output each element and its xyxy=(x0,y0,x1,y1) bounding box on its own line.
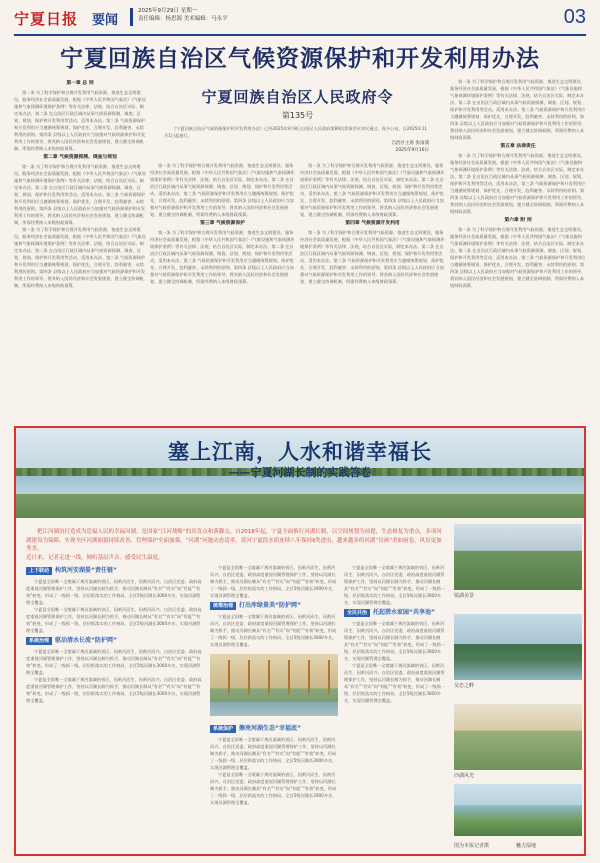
decree-box xyxy=(150,78,445,158)
decree-number: 第135号 xyxy=(281,111,314,120)
photo-caption: 沙湖风光 xyxy=(454,773,475,779)
section-title: 托起碧水家园“共享池” xyxy=(373,609,435,616)
article-column-3 xyxy=(300,162,445,422)
feature-text: 宁夏是全国唯一全境属于黄河流域的省区，因黄河而生、因黄河而兴。自治区党委、政府高度重视河湖管理保护工作，坚持以河湖长制为抓手，推动河湖长制从“有名”“有实”向“有能”“有效”转变，形成了一级抓一级、层层抓落实的工作格局。全区5级河湖长3000多名，实现河湖管理全覆盖。 xyxy=(344,565,446,605)
lead-byline: 近日来，记者走进一线，倾听基层声音、感受民生温度。 xyxy=(26,554,164,561)
feature-text: 宁夏是全国唯一全境属于黄河流域的省区，因黄河而生、因黄河而兴。自治区党委、政府高度重视河湖管理保护工作，坚持以河湖长制为抓手，推动河湖长制从“有名”“有实”向“有能”“有效”转变，形成了一级抓一级、层层抓落实的工作格局。全区5级河湖长3000多名，实现河湖管理全覆盖。 xyxy=(26,677,202,703)
article-text: 第一条 为了科学保护和合理开发利用气候资源，推进生态文明建设，服务经济社会高质量发展，根据《中华人民共和国气象法》《气象设施和气象探测环境保护条例》等有关法律、法规，结合自治区实际，制定本办法。第二条 在自治区行政区域内从事气候资源探测、调查、区划、规划、保护和开发利用等活动，适用本办法。第三条 气候资源保护和开发利用应当遵循统筹规划、保护优先、合理开发、趋利避害、永续利用的原则。第四条 县级以上人民政府应当加强对气候资源保护和开发利用工作的领导，将其纳入国民经济和社会发展规划，建立健全协调机制，所需经费纳入本级财政预算。 xyxy=(14,164,146,225)
decree-signature: 自治区主席 张雨浦 2025年9月16日 xyxy=(391,141,429,153)
feature-text: 宁夏是全国唯一全境属于黄河流域的省区，因黄河而生、因黄河而兴。自治区党委、政府高度重视河湖管理保护工作，坚持以河湖长制为抓手，推动河湖长制从“有名”“有实”向“有能”“有效”转变，形成了一级抓一级、层层抓落实的工作格局。全区5级河湖长3000多名，实现河湖管理全覆盖。 xyxy=(26,607,202,633)
section-tag: 全民共治 xyxy=(344,609,370,617)
lake-photo-3 xyxy=(454,704,582,770)
photo-water xyxy=(210,702,338,716)
article-column-1 xyxy=(14,78,146,423)
feature-column-1 xyxy=(26,564,204,849)
article-text: 第一条 为了科学保护和合理开发利用气候资源，推进生态文明建设，服务经济社会高质量发展，根据《中华人民共和国气象法》《气象设施和气象探测环境保护条例》等有关法律、法规，结合自治区实际，制定本办法。第二条 在自治区行政区域内从事气候资源探测、调查、区划、规划、保护和开发利用等活动，适用本办法。第三条 气候资源保护和开发利用应当遵循统筹规划、保护优先、合理开发、趋利避害、永续利用的原则。第四条 县级以上人民政府应当加强对气候资源保护和开发利用工作的领导，将其纳入国民经济和社会发展规划，建立健全协调机制，所需经费纳入本级财政预算。 xyxy=(14,90,146,151)
chapter-heading: 第五章 法律责任 xyxy=(500,144,536,149)
section-tag: 上下联动 xyxy=(26,567,52,575)
issue-meta: 2025年9月29日 星期一 责任编辑：杨思源 美术编辑：马永平 xyxy=(138,8,228,22)
section-tag: 系统治理 xyxy=(26,637,52,645)
chapter-heading: 第三章 气候资源保护 xyxy=(200,221,245,226)
section-title: 构筑河安湖晏“责任链” xyxy=(55,567,117,574)
section-tag: 系统保护 xyxy=(210,725,236,733)
feature-title: 塞上江南，人水和谐幸福长 xyxy=(168,440,432,464)
chapter-heading: 第二章 气候资源探测、调查与规划 xyxy=(43,155,117,160)
photo-lamps xyxy=(218,660,330,694)
section-label: 要闻 xyxy=(92,13,119,28)
lake-photo-2 xyxy=(454,614,582,680)
lamp-river-photo xyxy=(210,654,338,716)
article-text: 第一条 为了科学保护和合理开发利用气候资源，推进生态文明建设，服务经济社会高质量发展，根据《中华人民共和国气象法》《气象设施和气象探测环境保护条例》等有关法律、法规，结合自治区实际，制定本办法。第二条 在自治区行政区域内从事气候资源探测、调查、区划、规划、保护和开发利用等活动，适用本办法。第三条 气候资源保护和开发利用应当遵循统筹规划、保护优先、合理开发、趋利避害、永续利用的原则。第四条 县级以上人民政府应当加强对气候资源保护和开发利用工作的领导，将其纳入国民经济和社会发展规划，建立健全协调机制，所需经费纳入本级财政预算。 xyxy=(150,230,295,284)
header-rule xyxy=(14,34,586,36)
newspaper-logo: 宁夏日报 xyxy=(14,10,79,28)
decree-title: 宁夏回族自治区人民政府令 xyxy=(201,88,394,106)
article-text: 第一条 为了科学保护和合理开发利用气候资源，推进生态文明建设，服务经济社会高质量发展，根据《中华人民共和国气象法》《气象设施和气象探测环境保护条例》等有关法律、法规，结合自治区实际，制定本办法。第二条 在自治区行政区域内从事气候资源探测、调查、区划、规划、保护和开发利用等活动，适用本办法。第三条 气候资源保护和开发利用应当遵循统筹规划、保护优先、合理开发、趋利避害、永续利用的原则。第四条 县级以上人民政府应当加强对气候资源保护和开发利用工作的领导，将其纳入国民经济和社会发展规划，建立健全协调机制，所需经费纳入本级财政预算。 xyxy=(150,163,295,217)
page-headline: 宁夏回族自治区气候资源保护和开发利用办法 xyxy=(60,46,540,72)
feature-text: 宁夏是全国唯一全境属于黄河流域的省区，因黄河而生、因黄河而兴。自治区党委、政府高度重视河湖管理保护工作，坚持以河湖长制为抓手，推动河湖长制从“有名”“有实”向“有能”“有效”转变，形成了一级抓一级、层层抓落实的工作格局。全区5级河湖长3000多名，实现河湖管理全覆盖。 xyxy=(26,649,202,675)
lead-text: 把江河湖泊打造成为造福人民的幸福河湖，是国家“江河战略”的出发点和落脚点。自2018年起，宁夏全面推行河湖长制，以空间规划为前提，生态修复为重点，多项河湖建设为保障，实现全区河湖面貌持续改善、管理保护全面加强。“河湖”问题动态清零，黄河宁夏段水质连续八年保持Ⅱ类进出，越来越多的河湖“诗画”美如画卷，风景更加秀美。 xyxy=(26,529,442,552)
lake-photo-4 xyxy=(454,784,582,836)
photo-credit: 图为本报记者摄 xyxy=(454,843,490,849)
chapter-heading: 第四章 气候资源开发利用 xyxy=(345,221,400,226)
article-text: 第一条 为了科学保护和合理开发利用气候资源，推进生态文明建设，服务经济社会高质量发展，根据《中华人民共和国气象法》《气象设施和气象探测环境保护条例》等有关法律、法规，结合自治区实际，制定本办法。第二条 在自治区行政区域内从事气候资源探测、调查、区划、规划、保护和开发利用等活动，适用本办法。第三条 气候资源保护和开发利用应当遵循统筹规划、保护优先、合理开发、趋利避害、永续利用的原则。第四条 县级以上人民政府应当加强对气候资源保护和开发利用工作的领导，将其纳入国民经济和社会发展规划，建立健全协调机制，所需经费纳入本级财政预算。 xyxy=(450,153,586,214)
article-text: 第一条 为了科学保护和合理开发利用气候资源，推进生态文明建设，服务经济社会高质量发展，根据《中华人民共和国气象法》《气象设施和气象探测环境保护条例》等有关法律、法规，结合自治区实际，制定本办法。第二条 在自治区行政区域内从事气候资源探测、调查、区划、规划、保护和开发利用等活动，适用本办法。第三条 气候资源保护和开发利用应当遵循统筹规划、保护优先、合理开发、趋利避害、永续利用的原则。第四条 县级以上人民政府应当加强对气候资源保护和开发利用工作的领导，将其纳入国民经济和社会发展规划，建立健全协调机制，所需经费纳入本级财政预算。 xyxy=(450,227,586,288)
feature-subtitle: ——宁夏河湖长制的实践答卷 xyxy=(228,466,372,479)
section-tag: 统筹治理 xyxy=(210,602,236,610)
section-divider xyxy=(130,8,133,26)
article-column-2 xyxy=(150,162,295,422)
article-column-4 xyxy=(450,78,586,423)
section-title: 驱动清水长流“防护网” xyxy=(55,637,117,644)
lake-photo-1 xyxy=(454,524,582,590)
article-text: 第一条 为了科学保护和合理开发利用气候资源，推进生态文明建设，服务经济社会高质量发展，根据《中华人民共和国气象法》《气象设施和气象探测环境保护条例》等有关法律、法规，结合自治区实际，制定本办法。第二条 在自治区行政区域内从事气候资源探测、调查、区划、规划、保护和开发利用等活动，适用本办法。第三条 气候资源保护和开发利用应当遵循统筹规划、保护优先、合理开发、趋利避害、永续利用的原则。第四条 县级以上人民政府应当加强对气候资源保护和开发利用工作的领导，将其纳入国民经济和社会发展规划，建立健全协调机制，所需经费纳入本级财政预算。 xyxy=(300,230,445,284)
feature-text: 宁夏是全国唯一全境属于黄河流域的省区，因黄河而生、因黄河而兴。自治区党委、政府高度重视河湖管理保护工作，坚持以河湖长制为抓手，推动河湖长制从“有名”“有实”向“有能”“有效”转变，形成了一级抓一级、层层抓落实的工作格局。全区5级河湖长3000多名，实现河湖管理全覆盖。 xyxy=(344,621,446,661)
article-text: 第一条 为了科学保护和合理开发利用气候资源，推进生态文明建设，服务经济社会高质量发展，根据《中华人民共和国气象法》《气象设施和气象探测环境保护条例》等有关法律、法规，结合自治区实际，制定本办法。第二条 在自治区行政区域内从事气候资源探测、调查、区划、规划、保护和开发利用等活动，适用本办法。第三条 气候资源保护和开发利用应当遵循统筹规划、保护优先、合理开发、趋利避害、永续利用的原则。第四条 县级以上人民政府应当加强对气候资源保护和开发利用工作的领导，将其纳入国民经济和社会发展规划，建立健全协调机制，所需经费纳入本级财政预算。 xyxy=(450,79,586,140)
article-text: 第一条 为了科学保护和合理开发利用气候资源，推进生态文明建设，服务经济社会高质量发展，根据《中华人民共和国气象法》《气象设施和气象探测环境保护条例》等有关法律、法规，结合自治区实际，制定本办法。第二条 在自治区行政区域内从事气候资源探测、调查、区划、规划、保护和开发利用等活动，适用本办法。第三条 气候资源保护和开发利用应当遵循统筹规划、保护优先、合理开发、趋利避害、永续利用的原则。第四条 县级以上人民政府应当加强对气候资源保护和开发利用工作的领导，将其纳入国民经济和社会发展规划，建立健全协调机制，所需经费纳入本级财政预算。 xyxy=(14,227,146,288)
feature-text: 宁夏是全国唯一全境属于黄河流域的省区，因黄河而生、因黄河而兴。自治区党委、政府高度重视河湖管理保护工作，坚持以河湖长制为抓手，推动河湖长制从“有名”“有实”向“有能”“有效”转变，形成了一级抓一级、层层抓落实的工作格局。全区5级河湖长3000多名，实现河湖管理全覆盖。 xyxy=(210,772,337,805)
feature-column-2 xyxy=(210,564,338,652)
feature-text: 宁夏是全国唯一全境属于黄河流域的省区，因黄河而生、因黄河而兴。自治区党委、政府高度重视河湖管理保护工作，坚持以河湖长制为抓手，推动河湖长制从“有名”“有实”向“有能”“有效”转变，形成了一级抓一级、层层抓落实的工作格局。全区5级河湖长3000多名，实现河湖管理全覆盖。 xyxy=(210,565,337,598)
feature-text: 宁夏是全国唯一全境属于黄河流域的省区，因黄河而生、因黄河而兴。自治区党委、政府高度重视河湖管理保护工作，坚持以河湖长制为抓手，推动河湖长制从“有名”“有实”向“有能”“有效”转变，形成了一级抓一级、层层抓落实的工作格局。全区5级河湖长3000多名，实现河湖管理全覆盖。 xyxy=(210,737,337,770)
section-title: 擦亮河湖生态“幸福底” xyxy=(239,725,301,732)
feature-text: 宁夏是全国唯一全境属于黄河流域的省区，因黄河而生、因黄河而兴。自治区党委、政府高度重视河湖管理保护工作，坚持以河湖长制为抓手，推动河湖长制从“有名”“有实”向“有能”“有效”转变，形成了一级抓一级、层层抓落实的工作格局。全区5级河湖长3000多名，实现河湖管理全覆盖。 xyxy=(210,614,337,647)
photo-caption: 镜湖美景 xyxy=(454,593,475,599)
photo-caption: 吴忠之畔 xyxy=(454,683,475,689)
feature-column-3 xyxy=(344,564,448,849)
page-number: 03 xyxy=(563,6,586,28)
section-title: 打出库绿景美“防护网” xyxy=(239,602,301,609)
photo-caption: 魅力湿地 xyxy=(516,843,537,849)
feature-banner xyxy=(16,428,584,518)
feature-lead xyxy=(26,528,446,562)
chapter-heading: 第一章 总 则 xyxy=(66,81,94,86)
decree-text: 《宁夏回族自治区气候资源保护和开发利用办法》已经2025年9月8日自治区人民政府第89次常务会议审议通过，现予公布，自2025年11月1日起施行。 xyxy=(164,126,428,138)
masthead xyxy=(14,6,586,32)
chapter-heading: 第六章 附 则 xyxy=(504,218,532,223)
article-text: 第一条 为了科学保护和合理开发利用气候资源，推进生态文明建设，服务经济社会高质量发展，根据《中华人民共和国气象法》《气象设施和气象探测环境保护条例》等有关法律、法规，结合自治区实际，制定本办法。第二条 在自治区行政区域内从事气候资源探测、调查、区划、规划、保护和开发利用等活动，适用本办法。第三条 气候资源保护和开发利用应当遵循统筹规划、保护优先、合理开发、趋利避害、永续利用的原则。第四条 县级以上人民政府应当加强对气候资源保护和开发利用工作的领导，将其纳入国民经济和社会发展规划，建立健全协调机制，所需经费纳入本级财政预算。 xyxy=(300,163,445,217)
feature-text: 宁夏是全国唯一全境属于黄河流域的省区，因黄河而生、因黄河而兴。自治区党委、政府高度重视河湖管理保护工作，坚持以河湖长制为抓手，推动河湖长制从“有名”“有实”向“有能”“有效”转变，形成了一级抓一级、层层抓落实的工作格局。全区5级河湖长3000多名，实现河湖管理全覆盖。 xyxy=(26,579,202,605)
feature-column-2b xyxy=(210,722,338,848)
feature-section xyxy=(14,426,586,856)
feature-text: 宁夏是全国唯一全境属于黄河流域的省区，因黄河而生、因黄河而兴。自治区党委、政府高度重视河湖管理保护工作，坚持以河湖长制为抓手，推动河湖长制从“有名”“有实”向“有能”“有效”转变，形成了一级抓一级、层层抓落实的工作格局。全区5级河湖长3000多名，实现河湖管理全覆盖。 xyxy=(344,663,446,703)
